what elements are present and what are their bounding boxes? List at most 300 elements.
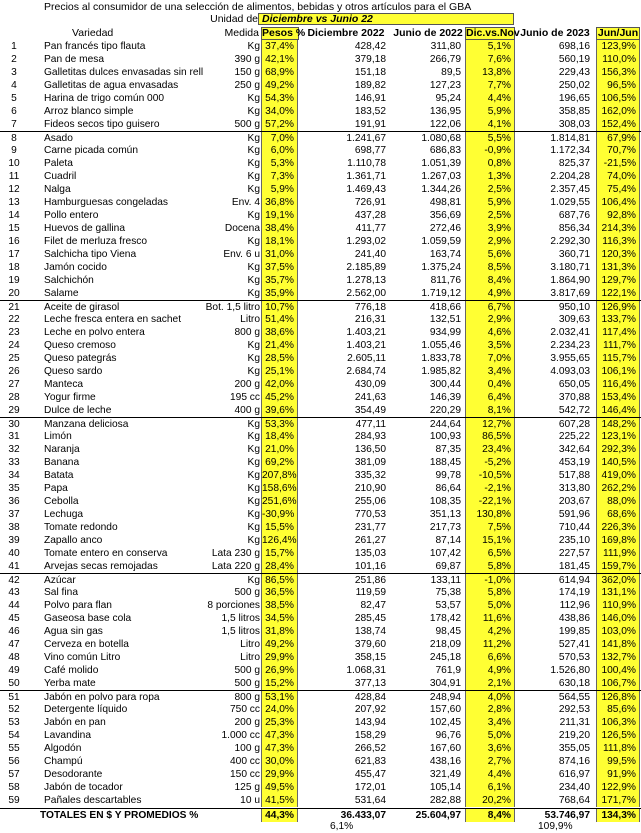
row-number: 41 <box>8 561 20 572</box>
item-pesos-pct: 24,0% <box>261 703 298 716</box>
item-jun2022: 438,16 <box>429 756 461 767</box>
item-jun2023: 370,88 <box>558 392 590 403</box>
item-pesos-pct: 15,2% <box>261 677 298 690</box>
item-unit: Kg <box>247 93 260 104</box>
item-jun2023: 698,16 <box>558 41 590 52</box>
item-unit: 195 cc <box>229 392 260 403</box>
item-junjun: 122,1% <box>596 287 640 300</box>
table-row <box>0 261 641 274</box>
item-jun2022: 218,09 <box>429 639 461 650</box>
item-name: Agua sin gas <box>44 626 103 637</box>
item-unit: 1.000 cc <box>221 730 260 741</box>
item-junjun: 106,3% <box>596 716 640 729</box>
row-number: 2 <box>11 54 17 65</box>
item-dic2022: 770,53 <box>354 509 386 520</box>
row-number: 35 <box>8 483 20 494</box>
item-dicvsnov: 11,2% <box>465 638 515 651</box>
row-number: 9 <box>11 145 17 156</box>
item-unit: 200 g <box>234 379 260 390</box>
row-number: 51 <box>8 692 20 703</box>
item-junjun: 88,0% <box>596 495 640 508</box>
table-row <box>0 612 641 625</box>
item-dicvsnov: 4,9% <box>465 287 515 300</box>
item-jun2023: 527,41 <box>558 639 590 650</box>
item-dicvsnov: 3,4% <box>465 365 515 378</box>
table-row <box>0 638 641 651</box>
table-row <box>0 521 641 534</box>
item-dic2022: 82,47 <box>360 600 386 611</box>
item-jun2022: 1.344,26 <box>421 184 461 195</box>
item-jun2022: 1.059,59 <box>421 236 461 247</box>
item-jun2022: 99,78 <box>435 470 461 481</box>
item-dic2022: 158,29 <box>354 730 386 741</box>
item-dic2022: 189,82 <box>354 80 386 91</box>
item-dicvsnov: 2,9% <box>465 235 515 248</box>
item-dicvsnov: 13,8% <box>465 66 515 79</box>
item-jun2022: 220,29 <box>429 405 461 416</box>
item-dic2022: 285,45 <box>354 613 386 624</box>
row-number: 27 <box>8 379 20 390</box>
item-dicvsnov: 4,9% <box>465 664 515 677</box>
item-jun2023: 1.172,34 <box>550 145 590 156</box>
item-junjun: 226,3% <box>596 521 640 534</box>
item-junjun: 214,3% <box>596 222 640 235</box>
item-dicvsnov: 8,4% <box>465 274 515 287</box>
item-dicvsnov: 5,5% <box>465 132 515 145</box>
item-unit: 400 cc <box>229 756 260 767</box>
item-unit: Kg <box>247 353 260 364</box>
table-row <box>0 456 641 469</box>
item-jun2023: 4.093,03 <box>550 366 590 377</box>
item-name: Gaseosa base cola <box>44 613 132 624</box>
item-dic2022: 210,90 <box>354 483 386 494</box>
row-number: 25 <box>8 353 20 364</box>
header-dicvsnov: Dic.vs.Nov <box>466 27 520 39</box>
item-jun2023: 308,03 <box>558 119 590 130</box>
table-row <box>0 742 641 755</box>
item-dic2022: 726,91 <box>354 197 386 208</box>
table-row <box>0 586 641 599</box>
item-name: Cebolla <box>44 496 79 507</box>
item-dic2022: 455,47 <box>354 769 386 780</box>
item-dic2022: 776,18 <box>354 302 386 313</box>
item-pesos-pct: 49,2% <box>261 79 298 92</box>
item-jun2022: 105,14 <box>429 782 461 793</box>
item-jun2022: 163,74 <box>429 249 461 260</box>
item-dicvsnov: 4,1% <box>465 118 515 131</box>
item-dic2022: 428,42 <box>354 41 386 52</box>
item-pesos-pct: 25,1% <box>261 365 298 378</box>
item-dicvsnov: 2,1% <box>465 677 515 690</box>
item-unit: Lata 230 g <box>211 548 260 559</box>
item-pesos-pct: 5,3% <box>261 157 298 170</box>
totals-jj: 134,3% <box>596 809 640 822</box>
item-unit: Kg <box>247 366 260 377</box>
item-pesos-pct: 28,5% <box>261 352 298 365</box>
item-dic2022: 151,18 <box>354 67 386 78</box>
table-row <box>0 547 641 560</box>
item-dicvsnov: 2,7% <box>465 755 515 768</box>
item-dicvsnov: 5,9% <box>465 196 515 209</box>
item-pesos-pct: 47,3% <box>261 729 298 742</box>
table-row <box>0 651 641 664</box>
item-pesos-pct: 38,4% <box>261 222 298 235</box>
item-jun2023: 542,72 <box>558 405 590 416</box>
row-number: 30 <box>8 419 20 430</box>
row-number: 56 <box>8 756 20 767</box>
item-junjun: 126,5% <box>596 729 640 742</box>
item-junjun: 91,9% <box>596 768 640 781</box>
item-junjun: 126,8% <box>596 691 640 704</box>
table-row <box>0 326 641 339</box>
item-unit: Kg <box>247 535 260 546</box>
row-number: 16 <box>8 236 20 247</box>
row-number: 45 <box>8 613 20 624</box>
item-unit: 400 g <box>234 405 260 416</box>
item-pesos-pct: 26,9% <box>261 664 298 677</box>
item-dic2022: 379,18 <box>354 54 386 65</box>
item-name: Cerveza en botella <box>44 639 129 650</box>
item-jun2023: 235,10 <box>558 535 590 546</box>
item-dic2022: 2.684,74 <box>346 366 386 377</box>
item-jun2022: 304,91 <box>429 678 461 689</box>
item-jun2023: 2.357,45 <box>550 184 590 195</box>
item-jun2022: 108,35 <box>429 496 461 507</box>
item-pesos-pct: 207,8% <box>262 470 297 481</box>
item-pesos-pct: 86,5% <box>261 574 298 587</box>
item-jun2023: 607,28 <box>558 419 590 430</box>
table-row <box>0 235 641 248</box>
table-row <box>0 729 641 742</box>
table-row <box>0 534 641 547</box>
table-row <box>0 79 641 92</box>
item-pesos-pct: 35,7% <box>261 274 298 287</box>
item-name: Yerba mate <box>44 678 96 689</box>
item-jun2023: 856,34 <box>558 223 590 234</box>
item-dicvsnov: 5,0% <box>465 599 515 612</box>
item-junjun: 126,9% <box>596 301 640 314</box>
item-jun2022: 53,57 <box>435 600 461 611</box>
item-name: Sal fina <box>44 587 78 598</box>
item-jun2022: 86,64 <box>435 483 461 494</box>
table-row <box>0 92 641 105</box>
item-jun2022: 1.080,68 <box>421 133 461 144</box>
table-row <box>0 768 641 781</box>
item-jun2023: 2.204,28 <box>550 171 590 182</box>
row-number: 47 <box>8 639 20 650</box>
item-dicvsnov: 4,4% <box>465 92 515 105</box>
item-dic2022: 2.605,11 <box>347 353 386 364</box>
item-unit: Docena <box>224 223 260 234</box>
item-junjun: 171,7% <box>596 794 640 807</box>
item-name: Jamón cocido <box>44 262 107 273</box>
item-jun2022: 89,5 <box>441 67 461 78</box>
item-unit: Kg <box>247 41 260 52</box>
item-name: Naranja <box>44 444 80 455</box>
item-dic2022: 428,84 <box>354 692 386 703</box>
item-name: Harina de trigo común 000 <box>44 93 165 104</box>
item-junjun: 159,7% <box>596 560 640 573</box>
item-junjun: 106,5% <box>596 92 640 105</box>
row-number: 48 <box>8 652 20 663</box>
item-junjun: 110,9% <box>596 599 640 612</box>
row-number: 10 <box>8 158 20 169</box>
item-dicvsnov: -2,1% <box>465 482 515 495</box>
item-dic2022: 241,63 <box>354 392 386 403</box>
item-jun2022: 311,80 <box>430 41 461 52</box>
item-jun2023: 1.864,90 <box>550 275 590 286</box>
item-dic2022: 2.185,89 <box>346 262 386 273</box>
item-unit: 500 g <box>234 665 260 676</box>
table-row <box>0 495 641 508</box>
row-number: 38 <box>8 522 20 533</box>
row-number: 34 <box>8 470 20 481</box>
item-unit: 1,5 litros <box>221 626 260 637</box>
row-number: 43 <box>8 587 20 598</box>
item-name: Limón <box>44 431 72 442</box>
item-dic2022: 1.068,31 <box>346 665 386 676</box>
table-row <box>0 443 641 456</box>
item-unit: 100 g <box>234 743 260 754</box>
item-dic2022: 207,92 <box>354 704 386 715</box>
item-jun2022: 87,35 <box>435 444 461 455</box>
item-unit: 200 g <box>234 717 260 728</box>
item-dicvsnov: 0,4% <box>465 378 515 391</box>
item-dicvsnov: 15,1% <box>465 534 515 547</box>
table-row <box>0 105 641 118</box>
item-dic2022: 358,15 <box>354 652 386 663</box>
item-junjun: 133,7% <box>596 313 640 326</box>
item-jun2023: 825,37 <box>558 158 590 169</box>
item-dicvsnov: -5,2% <box>465 456 515 469</box>
item-pesos-pct: 15,7% <box>261 547 298 560</box>
item-junjun: 111,9% <box>596 547 640 560</box>
item-pesos-pct: 21,4% <box>261 339 298 352</box>
item-jun2023: 614,94 <box>558 575 590 586</box>
item-dic2022: 430,09 <box>354 379 386 390</box>
totals-row <box>0 808 641 822</box>
row-number: 24 <box>8 340 20 351</box>
item-junjun: 67,9% <box>596 132 640 145</box>
totals-jun: 25.604,97 <box>415 810 461 821</box>
item-jun2022: 761,9 <box>435 665 461 676</box>
item-jun2022: 87,14 <box>435 535 461 546</box>
item-jun2022: 217,73 <box>429 522 461 533</box>
item-pesos-pct: 31,8% <box>261 625 298 638</box>
item-dic2022: 146,91 <box>354 93 386 104</box>
item-dic2022: 621,83 <box>354 756 386 767</box>
item-dic2022: 1.403,21 <box>346 340 386 351</box>
item-name: Pan francés tipo flauta <box>44 41 146 52</box>
item-pesos-pct: 19,1% <box>261 209 298 222</box>
item-name: Manteca <box>44 379 84 390</box>
item-junjun: 262,2% <box>596 482 640 495</box>
item-dic2022: 266,52 <box>354 743 386 754</box>
item-jun2022: 1.051,39 <box>421 158 461 169</box>
item-pesos-pct: 29,9% <box>261 651 298 664</box>
item-name: Jabón de tocador <box>44 782 123 793</box>
item-unit: 750 cc <box>229 704 260 715</box>
row-number: 18 <box>8 262 20 273</box>
table-row <box>0 66 641 79</box>
item-dicvsnov: -0,9% <box>465 144 515 157</box>
table-row <box>0 131 641 145</box>
item-junjun: 123,9% <box>596 40 640 53</box>
item-dicvsnov: 4,0% <box>465 691 515 704</box>
item-unit: 800 g <box>234 327 260 338</box>
item-pesos-pct: 251,6% <box>262 496 297 507</box>
row-number: 37 <box>8 509 20 520</box>
row-number: 50 <box>8 678 20 689</box>
item-jun2023: 358,85 <box>558 106 590 117</box>
item-name: Leche en polvo entera <box>44 327 145 338</box>
item-dic2022: 135,03 <box>354 548 386 559</box>
table-row <box>0 144 641 157</box>
row-number: 12 <box>8 184 20 195</box>
item-junjun: 362,0% <box>596 574 640 587</box>
item-unit: 390 g <box>234 54 260 65</box>
table-row <box>0 664 641 677</box>
item-dicvsnov: 2,9% <box>465 313 515 326</box>
item-jun2023: 219,20 <box>558 730 590 741</box>
header-jun2023: Junio de 2023 <box>520 27 590 39</box>
item-jun2022: 266,79 <box>429 54 461 65</box>
item-jun2022: 107,42 <box>429 548 461 559</box>
item-name: Huevos de gallina <box>44 223 125 234</box>
item-jun2022: 498,81 <box>429 197 461 208</box>
item-dicvsnov: -22,1% <box>465 495 515 508</box>
item-junjun: 131,3% <box>596 261 640 274</box>
item-junjun: 111,8% <box>596 742 640 755</box>
item-junjun: 148,2% <box>596 418 640 431</box>
item-name: Lechuga <box>44 509 84 520</box>
table-row <box>0 196 641 209</box>
row-number: 39 <box>8 535 20 546</box>
item-dic2022: 261,27 <box>354 535 386 546</box>
item-jun2023: 768,64 <box>558 795 590 806</box>
item-jun2023: 3.180,71 <box>550 262 590 273</box>
item-unit: Kg <box>247 575 260 586</box>
item-unit: Kg <box>247 470 260 481</box>
item-unit: Kg <box>247 275 260 286</box>
unidad-label: Unidad de <box>210 13 258 25</box>
item-unit: Kg <box>247 457 260 468</box>
item-name: Pollo entero <box>44 210 99 221</box>
item-junjun: 140,5% <box>596 456 640 469</box>
item-jun2022: 300,44 <box>429 379 461 390</box>
item-dicvsnov: 5,0% <box>465 729 515 742</box>
item-jun2023: 517,88 <box>558 470 590 481</box>
item-junjun: 162,0% <box>596 105 640 118</box>
row-number: 55 <box>8 743 20 754</box>
item-unit: Env. 4 <box>231 197 260 208</box>
item-dic2022: 216,31 <box>354 314 386 325</box>
row-number: 31 <box>8 431 20 442</box>
item-jun2022: 167,60 <box>429 743 461 754</box>
item-dicvsnov: 5,9% <box>465 105 515 118</box>
totals-dic: 36.433,07 <box>340 810 386 821</box>
item-jun2023: 2.292,30 <box>550 236 590 247</box>
item-dicvsnov: 6,7% <box>465 301 515 314</box>
item-dic2022: 377,13 <box>354 678 386 689</box>
table-row <box>0 430 641 443</box>
item-dic2022: 138,74 <box>354 626 386 637</box>
item-unit: 10 u <box>240 795 260 806</box>
item-unit: Kg <box>247 483 260 494</box>
item-unit: Kg <box>247 210 260 221</box>
table-row <box>0 378 641 391</box>
item-unit: Kg <box>247 431 260 442</box>
item-dicvsnov: 2,5% <box>465 209 515 222</box>
item-dicvsnov: 5,8% <box>465 560 515 573</box>
item-jun2022: 95,24 <box>435 93 461 104</box>
item-jun2022: 98,45 <box>435 626 461 637</box>
item-name: Aceite de girasol <box>44 302 120 313</box>
item-junjun: 117,4% <box>596 326 640 339</box>
row-number: 8 <box>11 133 17 144</box>
item-name: Yogur firme <box>44 392 96 403</box>
item-pesos-pct: 36,8% <box>261 196 298 209</box>
item-unit: 8 porciones <box>207 600 260 611</box>
row-number: 13 <box>8 197 20 208</box>
item-dicvsnov: 6,6% <box>465 651 515 664</box>
item-unit: Kg <box>247 184 260 195</box>
item-junjun: 146,0% <box>596 612 640 625</box>
item-dic2022: 251,86 <box>354 575 386 586</box>
item-junjun: 103,0% <box>596 625 640 638</box>
item-dicvsnov: 6,1% <box>465 781 515 794</box>
item-pesos-pct: 25,3% <box>261 716 298 729</box>
item-pesos-pct: 42,1% <box>261 53 298 66</box>
item-jun2022: 934,99 <box>429 327 461 338</box>
item-name: Manzana deliciosa <box>44 419 129 430</box>
item-jun2023: 560,19 <box>558 54 590 65</box>
item-junjun: 70,7% <box>596 144 640 157</box>
item-dicvsnov: 4,2% <box>465 625 515 638</box>
item-pesos-pct: 7,3% <box>261 170 298 183</box>
item-pesos-pct: 6,0% <box>261 144 298 157</box>
row-number: 7 <box>11 119 17 130</box>
row-number: 1 <box>11 41 17 52</box>
item-dic2022: 1.110,78 <box>347 158 386 169</box>
item-jun2023: 196,65 <box>558 93 590 104</box>
item-junjun: 292,3% <box>596 443 640 456</box>
item-dicvsnov: 0,8% <box>465 157 515 170</box>
item-dic2022: 698,77 <box>354 145 386 156</box>
item-dicvsnov: 7,6% <box>465 53 515 66</box>
row-number: 28 <box>8 392 20 403</box>
item-jun2022: 132,51 <box>429 314 461 325</box>
row-number: 15 <box>8 223 20 234</box>
item-name: Carne picada común <box>44 145 139 156</box>
item-name: Salchichón <box>44 275 94 286</box>
item-dic2022: 1.293,02 <box>346 236 386 247</box>
item-junjun: 96,5% <box>596 79 640 92</box>
table-row <box>0 274 641 287</box>
item-dicvsnov: 8,1% <box>465 404 515 417</box>
header-pesos: Pesos % <box>262 27 306 39</box>
table-row <box>0 703 641 716</box>
item-jun2023: 360,71 <box>558 249 590 260</box>
item-unit: Kg <box>247 158 260 169</box>
item-jun2023: 687,76 <box>558 210 590 221</box>
item-unit: 500 g <box>234 119 260 130</box>
item-dicvsnov: 5,6% <box>465 248 515 261</box>
item-jun2022: 96,76 <box>435 730 461 741</box>
row-number: 23 <box>8 327 20 338</box>
table-row <box>0 469 641 482</box>
item-unit: Kg <box>247 522 260 533</box>
